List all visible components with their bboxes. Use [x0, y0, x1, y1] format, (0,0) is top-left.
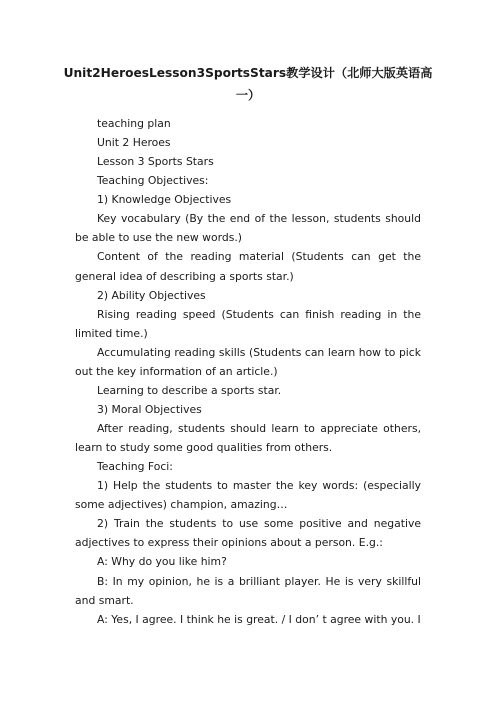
paragraph: Rising reading speed (Students can finish reading in the limited time.) — [75, 307, 421, 340]
document-body — [75, 114, 421, 629]
paragraph: Unit 2 Heroes — [97, 136, 171, 150]
paragraph: teaching plan — [97, 117, 171, 130]
paragraph: Teaching Foci: — [97, 460, 173, 474]
paragraph: Key vocabulary (By the end of the lesson, students should be able to use the new words.) — [75, 212, 421, 245]
paragraph: A: Why do you like him? — [97, 555, 227, 569]
paragraph: 2) Train the students to use some positive and negative adjectives to express their opinions about a person. E.g.: — [75, 517, 421, 550]
paragraph: Learning to describe a sports star. — [97, 383, 282, 397]
paragraph: Teaching Objectives: — [97, 174, 209, 188]
paragraph: 1) Knowledge Objectives — [97, 193, 232, 207]
paragraph: 2) Ability Objectives — [97, 288, 206, 302]
paragraph: B: In my opinion, he is a brilliant player. He is very skillful and smart. — [75, 574, 421, 607]
paragraph: 3) Moral Objectives — [97, 402, 202, 416]
paragraph: Content of the reading material (Students can get the general idea of describing a sports star.) — [75, 250, 421, 283]
paragraph: Lesson 3 Sports Stars — [97, 155, 214, 169]
document-title: Unit2HeroesLesson3SportsStars教学设计（北师大版英语高一） — [63, 66, 433, 102]
paragraph: After reading, students should learn to appreciate others, learn to study some good qualities from others. — [75, 422, 421, 455]
paragraph: 1) Help the students to master the key words: (especially some adjectives) champion, amazing… — [75, 479, 421, 512]
paragraph: Accumulating reading skills (Students can learn how to pick out the key information of an article.) — [75, 345, 421, 378]
paragraph: A: Yes, I agree. I think he is great. / I don’ t agree with you. I — [97, 612, 421, 626]
